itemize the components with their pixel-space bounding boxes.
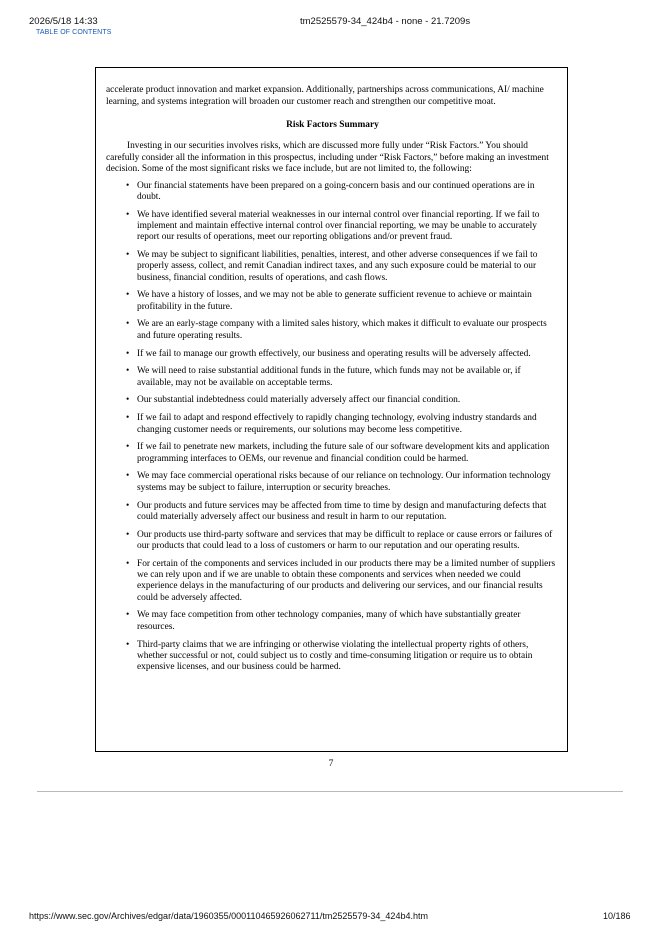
bullet-icon: • xyxy=(126,471,130,482)
risk-item-text: Our products and future services may be affected from time to time by design and manufacturing defects that could materially adversely affect our business and result in harm to our reputation. xyxy=(137,500,547,522)
risk-item xyxy=(106,640,559,674)
page-counter: 10/186 xyxy=(603,911,631,921)
risk-item xyxy=(106,366,559,389)
risk-item xyxy=(106,530,559,553)
risk-item-text: We may face commercial operational risks because of our reliance on technology. Our information technology systems may be subject to failure, interruption or security breaches. xyxy=(137,471,551,493)
section-heading: Risk Factors Summary xyxy=(286,120,379,130)
risk-item-text: Third-party claims that we are infringing or otherwise violating the intellectual property rights of others, whether successful or not, could subject us to costly and time-consuming litigation or require us to obtain expensive licenses, and our business could be harmed. xyxy=(137,639,533,673)
risk-item xyxy=(106,413,559,436)
risk-item-text: We are an early-stage company with a limited sales history, which makes it difficult to evaluate our prospects and future operating results. xyxy=(137,319,547,341)
bullet-icon: • xyxy=(126,366,130,377)
risk-item xyxy=(106,210,559,244)
risk-item xyxy=(106,442,559,465)
bullet-icon: • xyxy=(126,209,130,220)
intro-paragraph: accelerate product innovation and market expansion. Additionally, partnerships across communications, AI/ machine learning, and systems integration will broaden our customer reach and strengthen our competitive moat. xyxy=(106,85,544,107)
risk-item-text: We have identified several material weaknesses in our internal control over financial reporting. If we fail to implement and maintain effective internal control over financial reporting, we may be unable to accurately report our results of operations, meet our reporting obligations and/or prevent fraud. xyxy=(137,209,540,243)
risk-item-text: We may face competition from other technology companies, many of which have substantially greater resources. xyxy=(137,610,521,632)
bullet-icon: • xyxy=(126,500,130,511)
risk-item-text: If we fail to penetrate new markets, including the future sale of our software development kits and application programming interfaces to OEMs, our revenue and financial condition could be harmed. xyxy=(137,442,550,464)
risk-item xyxy=(106,349,559,360)
risk-item xyxy=(106,395,559,406)
risk-item-text: For certain of the components and services included in our products there may be a limited number of suppliers we can rely upon and if we are unable to obtain these components and services when needed we could experience delays in the manufacturing of our products and delivering our services, and our financial results could be adversely affected. xyxy=(137,558,556,603)
bullet-icon: • xyxy=(126,413,130,424)
page-divider xyxy=(37,791,623,792)
bullet-icon: • xyxy=(126,529,130,540)
bullet-icon: • xyxy=(126,442,130,453)
risk-item xyxy=(106,501,559,524)
risk-item-text: If we fail to adapt and respond effectively to rapidly changing technology, evolving industry standards and changing customer needs or requirements, our solutions may become less competitive. xyxy=(137,413,537,435)
risk-item-text: We will need to raise substantial additional funds in the future, which funds may not be available or, if available, may not be available on acceptable terms. xyxy=(137,366,521,388)
risk-item xyxy=(106,610,559,633)
risk-item-text: Our substantial indebtedness could materially adversely affect our financial condition. xyxy=(137,395,461,406)
lead-paragraph: Investing in our securities involves risks, which are discussed more fully under “Risk Factors.” You should carefully consider all the information in this prospectus, including under “Risk Factors,” before making an investment decision. Some of the most significant risks we face include, but are not limited to, the following: xyxy=(106,141,549,174)
bullet-icon: • xyxy=(126,558,130,569)
risk-item xyxy=(106,471,559,494)
bullet-icon: • xyxy=(126,610,130,621)
risk-factor-list xyxy=(106,181,559,674)
document-title: tm2525579-34_424b4 - none - 21.7209s xyxy=(300,16,471,27)
risk-item-text: Our financial statements have been prepared on a going-concern basis and our continued operations are in doubt. xyxy=(137,180,535,202)
risk-item xyxy=(106,319,559,342)
risk-item-text: If we fail to manage our growth effectively, our business and operating results will be adversely affected. xyxy=(137,348,531,359)
content-frame xyxy=(95,67,568,752)
page-url: https://www.sec.gov/Archives/edgar/data/1960355/000110465926062711/tm2525579-34_424b4.htm xyxy=(29,911,428,921)
bullet-icon: • xyxy=(126,180,130,191)
page-number: 7 xyxy=(328,759,334,769)
risk-item-text: We may be subject to significant liabilities, penalties, interest, and other adverse consequences if we fail to properly assess, collect, and remit Canadian indirect taxes, and any such exposure could be material to our business, financial condition, results of operations, and cash flows. xyxy=(137,249,538,283)
risk-item-text: We have a history of losses, and we may not be able to generate sufficient revenue to achieve or maintain profitability in the future. xyxy=(137,290,532,312)
bullet-icon: • xyxy=(126,249,130,260)
risk-item xyxy=(106,559,559,604)
bullet-icon: • xyxy=(126,395,130,406)
bullet-icon: • xyxy=(126,319,130,330)
bullet-icon: • xyxy=(126,639,130,650)
print-datetime: 2026/5/18 14:33 xyxy=(29,16,98,27)
risk-item xyxy=(106,290,559,313)
risk-item xyxy=(106,181,559,204)
risk-item xyxy=(106,250,559,284)
table-of-contents-link[interactable]: TABLE OF CONTENTS xyxy=(36,29,112,36)
risk-item-text: Our products use third-party software and services that may be difficult to replace or cause errors or failures of our products that could lead to a loss of customers or harm to our reputation and our operating results. xyxy=(137,529,553,551)
bullet-icon: • xyxy=(126,290,130,301)
bullet-icon: • xyxy=(126,348,130,359)
